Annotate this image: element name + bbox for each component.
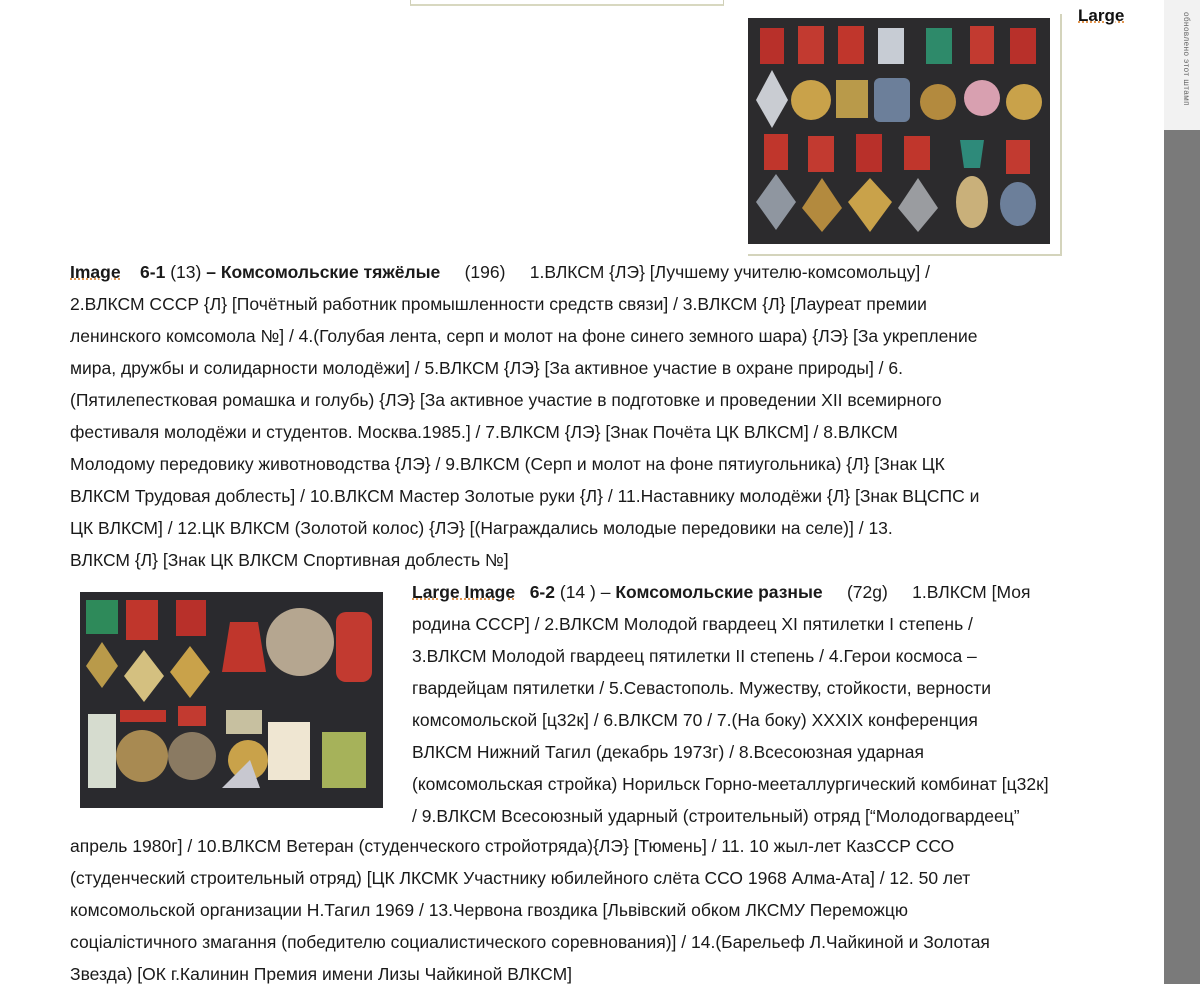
section-6-2-line: Звезда) [ОК г.Калинин Премия имени Лизы Чайкиной ВЛКСМ]	[70, 964, 573, 984]
section-6-1-number: 6-1	[140, 262, 166, 282]
section-6-2-line: соціалістичного змагання (победителю социалистического соревнования)] / 14.(Барельеф Л.Чайкиной и Золотая	[70, 932, 990, 952]
image-6-2-photo[interactable]	[80, 592, 383, 808]
large-image-link-6-1[interactable]: Large	[1078, 6, 1125, 25]
large-image-link-6-2[interactable]: Large Image	[412, 582, 516, 602]
section-6-1-header-line	[70, 256, 1150, 288]
section-6-1-line: фестиваля молодёжи и студентов. Москва.1985.] / 7.ВЛКСМ {ЛЭ} [Знак Почёта ЦК ВЛКСМ] / 8.ВЛКСМ	[70, 422, 898, 442]
section-6-2-number: 6-2	[529, 582, 555, 602]
section-6-1-line: ЦК ВЛКСМ] / 12.ЦК ВЛКСМ (Золотой колос) {ЛЭ} [(Награждались молодые передовики на селе)] / 13.	[70, 518, 893, 538]
section-6-1-line: (Пятилепестковая ромашка и голубь) {ЛЭ} [За активное участие в подготовке и проведении XII всемирного	[70, 390, 942, 410]
section-6-2-title: Комсомольские разные	[615, 582, 823, 602]
section-6-1-title: Комсомольские тяжёлые	[220, 262, 441, 282]
section-6-2-line: ВЛКСМ Нижний Тагил (декабрь 1973г) / 8.Всесоюзная ударная	[412, 742, 924, 762]
section-6-2-line: (студенческий строительный отряд) [ЦК ЛКСМК Участнику юбилейного слёта ССО 1968 Алма-Ата] / 12. 50 лет	[70, 868, 971, 888]
image-6-1-photo[interactable]	[748, 18, 1050, 244]
section-6-1-line: ленинского комсомола №] / 4.(Голубая лента, серп и молот на фоне синего земного шара) {ЛЭ} [За укрепление	[70, 326, 978, 346]
section-6-1-count: (13)	[170, 262, 202, 282]
section-6-2-line: апрель 1980г] / 10.ВЛКСМ Ветеран (студенческого стройотряда){ЛЭ} [Тюмень] / 11. 10 жыл-лет КазССР ССО	[70, 836, 955, 856]
section-6-2-line: 3.ВЛКСМ Молодой гвардеец пятилетки II степень / 4.Герои космоса –	[412, 646, 977, 666]
section-6-2-line: гвардейцам пятилетки / 5.Севастополь. Мужеству, стойкости, верности	[412, 678, 992, 698]
section-6-2-description-continued	[70, 830, 1150, 990]
section-6-2-line: комсомольской организации Н.Тагил 1969 / 13.Червона гвоздика [Львівский обком ЛКСМУ Переможцю	[70, 900, 909, 920]
section-6-2-line: комсомольской [ц32к] / 6.ВЛКСМ 70 / 7.(На боку) XXXIX конференция	[412, 710, 978, 730]
section-6-2-line: родина СССР] / 2.ВЛКСМ Молодой гвардеец XI пятилетки I степень /	[412, 614, 973, 634]
image-6-1-frame	[748, 14, 1062, 256]
section-6-2-line: (комсомольская стройка) Норильск Горно-мееталлургический комбинат [ц32к]	[412, 774, 1049, 794]
section-6-1-description	[70, 256, 1150, 576]
section-6-1-weight: (196)	[464, 262, 506, 282]
image-link-6-1[interactable]: Image	[70, 262, 121, 282]
section-6-2-dash: –	[600, 582, 611, 602]
section-6-2-line: 1.ВЛКСМ [Моя	[912, 582, 1031, 602]
right-sidebar	[1164, 130, 1200, 984]
section-6-1-line: ВЛКСМ Трудовая доблесть] / 10.ВЛКСМ Мастер Золотые руки {Л} / 11.Наставнику молодёжи {Л} [Знак ВЦСПС и	[70, 486, 980, 506]
section-6-1-line: ВЛКСМ {Л} [Знак ЦК ВЛКСМ Спортивная доблесть №]	[70, 550, 509, 570]
section-6-1-dash: –	[206, 262, 216, 282]
section-6-1-line: 1.ВЛКСМ {ЛЭ} [Лучшему учителю-комсомольцу] /	[529, 262, 930, 282]
section-6-2-weight: (72g)	[846, 582, 888, 602]
section-6-1-line: мира, дружбы и солидарности молодёжи] / 5.ВЛКСМ {ЛЭ} [За активное участие в охране природы] / 6.	[70, 358, 904, 378]
section-6-2-header-line	[412, 576, 1112, 608]
section-6-2-description	[412, 576, 1112, 832]
top-image-frame	[410, 0, 724, 6]
sidebar-stamp-text: обновлено этот штамп	[1182, 12, 1191, 107]
section-6-1-line: 2.ВЛКСМ СССР {Л} [Почётный работник промышленности средств связи] / 3.ВЛКСМ {Л} [Лауреат премии	[70, 294, 927, 314]
section-6-2-count: (14 )	[559, 582, 596, 602]
section-6-2-line: / 9.ВЛКСМ Всесоюзный ударный (строительный) отряд [“Молодогвардеец”	[412, 806, 1020, 826]
section-6-1-line: Молодому передовику животноводства {ЛЭ} / 9.ВЛКСМ (Серп и молот на фоне пятиугольника) {Л} [Знак ЦК	[70, 454, 945, 474]
